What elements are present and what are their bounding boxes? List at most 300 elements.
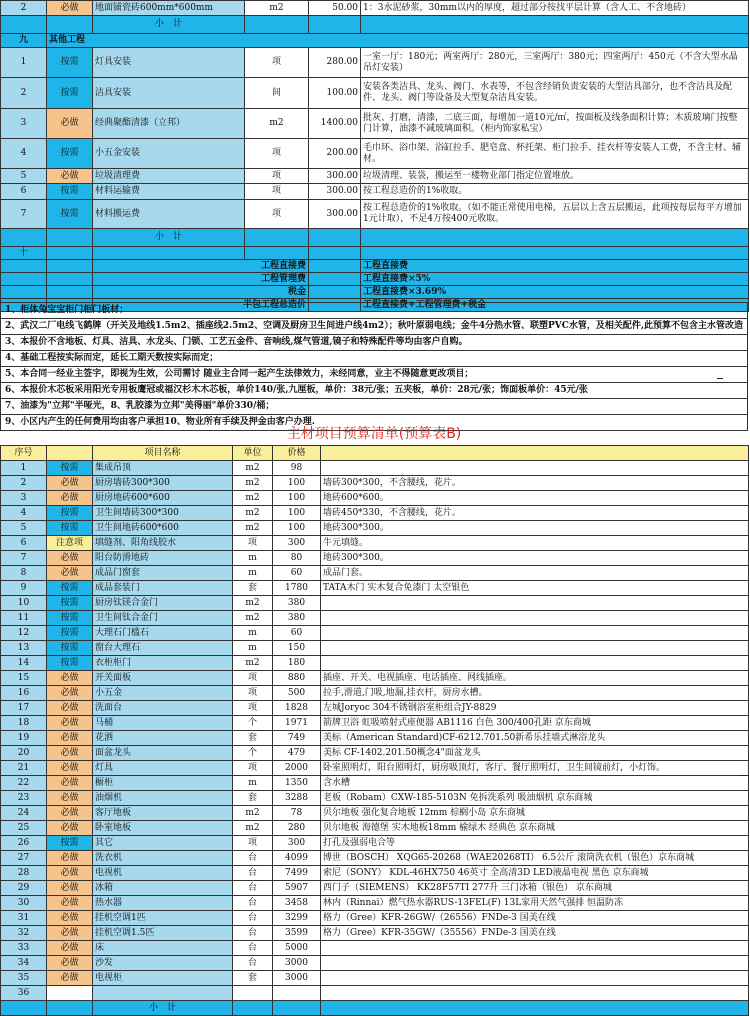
row-tag: 必做 bbox=[47, 686, 93, 701]
item-price: 98 bbox=[273, 461, 321, 476]
table-row bbox=[1, 48, 749, 78]
item-name: 电视机 bbox=[93, 866, 233, 881]
item-price: 1971 bbox=[273, 716, 321, 731]
item-description: 1：3水泥砂浆，30mm以内的厚度，超过部分按找平层计算（含人工、不含地砖） bbox=[361, 1, 749, 16]
row-tag: 按需 bbox=[47, 184, 93, 200]
table-row bbox=[1, 184, 749, 200]
item-price: 100 bbox=[273, 491, 321, 506]
item-description: 地砖300*300。 bbox=[321, 521, 749, 536]
note-text: 9、小区内产生的任何费用均由客户承担10、物业所有手续及押金由客户办理. bbox=[1, 415, 748, 431]
row-tag: 必做 bbox=[47, 109, 93, 139]
item-name: 集成吊顶 bbox=[93, 461, 233, 476]
item-name: 卫生间墙砖300*300 bbox=[93, 506, 233, 521]
table-row bbox=[1, 686, 749, 701]
table-row bbox=[1, 16, 749, 34]
note-row bbox=[1, 383, 748, 399]
item-price: 749 bbox=[273, 731, 321, 746]
row-number: 19 bbox=[1, 731, 47, 746]
item-unit: 套 bbox=[233, 731, 273, 746]
cell bbox=[1, 16, 47, 34]
row-tag: 注意项 bbox=[47, 536, 93, 551]
note-row bbox=[1, 399, 748, 415]
item-unit: 项 bbox=[233, 671, 273, 686]
column-header bbox=[47, 446, 93, 461]
item-name bbox=[93, 986, 233, 1001]
item-unit: 台 bbox=[233, 896, 273, 911]
item-unit: 项 bbox=[245, 139, 309, 169]
item-description: TATA木门 实木复合免漆门 太空银色 bbox=[321, 581, 749, 596]
item-description: 地砖600*600。 bbox=[321, 491, 749, 506]
item-price: 3000 bbox=[273, 971, 321, 986]
item-unit: 项 bbox=[233, 836, 273, 851]
note-text: 4、基础工程按实际而定，延长工期天数按实际而定； bbox=[1, 351, 748, 367]
item-price: 78 bbox=[273, 806, 321, 821]
item-name: 客厅地板 bbox=[93, 806, 233, 821]
item-name: 材料运输费 bbox=[93, 184, 245, 200]
table-row bbox=[1, 716, 749, 731]
row-tag: 必做 bbox=[47, 821, 93, 836]
item-unit: m bbox=[233, 776, 273, 791]
item-name: 洁具安装 bbox=[93, 78, 245, 109]
cell bbox=[309, 260, 361, 273]
item-unit: m2 bbox=[233, 521, 273, 536]
item-unit: 套 bbox=[233, 971, 273, 986]
row-number: 11 bbox=[1, 611, 47, 626]
row-number: 2 bbox=[1, 78, 47, 109]
item-unit: 项 bbox=[233, 686, 273, 701]
item-description: 一室一厅：180元；两室两厅：280元，三室两厅：380元；四室两厅：450元（不含大型水晶吊灯安装） bbox=[361, 48, 749, 78]
table-row bbox=[1, 806, 749, 821]
note-row bbox=[1, 351, 748, 367]
item-name: 小五金安装 bbox=[93, 139, 245, 169]
item-description bbox=[321, 641, 749, 656]
budget-table-b bbox=[0, 445, 749, 1016]
item-price: 280.00 bbox=[309, 48, 361, 78]
table-row bbox=[1, 881, 749, 896]
row-number: 22 bbox=[1, 776, 47, 791]
row-tag: 必做 bbox=[47, 956, 93, 971]
item-name: 窗台大理石 bbox=[93, 641, 233, 656]
row-tag: 必做 bbox=[47, 971, 93, 986]
item-price: 180 bbox=[273, 656, 321, 671]
row-tag: 必做 bbox=[47, 761, 93, 776]
item-name: 床 bbox=[93, 941, 233, 956]
row-number: 27 bbox=[1, 851, 47, 866]
item-description: 毛巾环、浴巾架、浴缸拉手、肥皂盒、杯托架、柜门拉手、挂衣杆等安装人工费，不含主材、辅材。 bbox=[361, 139, 749, 169]
item-description bbox=[321, 941, 749, 956]
cell bbox=[245, 229, 309, 247]
item-unit: 项 bbox=[233, 536, 273, 551]
table-row bbox=[1, 866, 749, 881]
row-tag: 按需 bbox=[47, 461, 93, 476]
item-name: 衣柜柜门 bbox=[93, 656, 233, 671]
item-name: 地面铺瓷砖600mm*600mm bbox=[93, 1, 245, 16]
item-name: 其它 bbox=[93, 836, 233, 851]
item-description: 按工程总造价的1%收取。 bbox=[361, 184, 749, 200]
note-text: 6、本报价木芯板采用阳光专用板鹰冠或福汉杉木木芯板，单价140/张,九厘板，单价：38元/张；五夹板，单价：28元/张；饰面板单价：45元/张 bbox=[1, 383, 748, 399]
item-price: 1828 bbox=[273, 701, 321, 716]
item-description: 博世（BOSCH） XQG65-20268（WAE20268TI） 6.5公斤 滚筒洗衣机（银色）京东商城 bbox=[321, 851, 749, 866]
item-unit: 台 bbox=[233, 911, 273, 926]
summary-row bbox=[1, 286, 749, 299]
table-row bbox=[1, 109, 749, 139]
item-description bbox=[321, 626, 749, 641]
item-price: 300.00 bbox=[309, 184, 361, 200]
item-unit: 台 bbox=[233, 851, 273, 866]
item-unit: m bbox=[233, 566, 273, 581]
table-row bbox=[1, 476, 749, 491]
table-row bbox=[1, 461, 749, 476]
row-number: 10 bbox=[1, 596, 47, 611]
item-name: 成品套装门 bbox=[93, 581, 233, 596]
row-tag: 必做 bbox=[47, 746, 93, 761]
row-tag: 按需 bbox=[47, 200, 93, 229]
row-number: 34 bbox=[1, 956, 47, 971]
item-unit: m2 bbox=[233, 596, 273, 611]
note-row bbox=[1, 367, 748, 383]
table-row bbox=[1, 1001, 749, 1016]
item-unit: 项 bbox=[245, 200, 309, 229]
cell bbox=[361, 247, 749, 260]
item-name: 成品门窗套 bbox=[93, 566, 233, 581]
row-tag: 必做 bbox=[47, 866, 93, 881]
item-price: 2000 bbox=[273, 761, 321, 776]
row-tag: 按需 bbox=[47, 836, 93, 851]
table-row bbox=[1, 701, 749, 716]
item-description: 垃圾清理、装袋，搬运至一楼物业部门指定位置堆放。 bbox=[361, 169, 749, 184]
item-name: 垃圾清理费 bbox=[93, 169, 245, 184]
cell bbox=[245, 16, 309, 34]
item-unit: 台 bbox=[233, 926, 273, 941]
table-row bbox=[1, 566, 749, 581]
row-tag: 按需 bbox=[47, 641, 93, 656]
row-number: 15 bbox=[1, 671, 47, 686]
item-name: 冰箱 bbox=[93, 881, 233, 896]
item-unit: m2 bbox=[233, 461, 273, 476]
item-unit: 台 bbox=[233, 866, 273, 881]
table-row bbox=[1, 169, 749, 184]
cell bbox=[47, 260, 93, 273]
table-row bbox=[1, 971, 749, 986]
row-number: 21 bbox=[1, 761, 47, 776]
item-description: 老板（Robam）CXW-185-5103N 免拆洗系列 吸油烟机 京东商城 bbox=[321, 791, 749, 806]
item-unit: 台 bbox=[233, 941, 273, 956]
item-price: 880 bbox=[273, 671, 321, 686]
row-number: 5 bbox=[1, 521, 47, 536]
item-unit: 项 bbox=[233, 761, 273, 776]
item-description bbox=[321, 971, 749, 986]
row-tag: 必做 bbox=[47, 881, 93, 896]
row-tag: 必做 bbox=[47, 169, 93, 184]
item-unit: m2 bbox=[233, 806, 273, 821]
item-name: 开关面板 bbox=[93, 671, 233, 686]
row-number: 4 bbox=[1, 506, 47, 521]
item-price: 3288 bbox=[273, 791, 321, 806]
item-price: 100 bbox=[273, 506, 321, 521]
row-tag: 按需 bbox=[47, 78, 93, 109]
subtotal-label: 小 计 bbox=[93, 229, 245, 247]
subtotal-label: 小 计 bbox=[93, 16, 245, 34]
item-unit: m2 bbox=[245, 109, 309, 139]
table-row bbox=[1, 836, 749, 851]
item-name: 沙发 bbox=[93, 956, 233, 971]
row-number: 8 bbox=[1, 566, 47, 581]
cell bbox=[47, 16, 93, 34]
item-description bbox=[321, 956, 749, 971]
item-unit: m2 bbox=[233, 611, 273, 626]
row-tag: 按需 bbox=[47, 139, 93, 169]
item-description: 卧室照明灯，阳台照明灯，厨房吸顶灯，客厅、餐厅照明灯，卫生间镜前灯，小灯饰。 bbox=[321, 761, 749, 776]
item-name: 厨房钛镁合金门 bbox=[93, 596, 233, 611]
item-description: 牛元填缝。 bbox=[321, 536, 749, 551]
item-description: 格力（Gree）KFR-35GW/（35556）FNDe-3 国美在线 bbox=[321, 926, 749, 941]
item-price: 60 bbox=[273, 626, 321, 641]
summary-row bbox=[1, 273, 749, 286]
item-description: 插座、开关、电视插座、电话插座、网线插座。 bbox=[321, 671, 749, 686]
item-name: 挂机空调1匹 bbox=[93, 911, 233, 926]
cell bbox=[47, 273, 93, 286]
row-number: 16 bbox=[1, 686, 47, 701]
row-tag: 按需 bbox=[47, 626, 93, 641]
column-header bbox=[321, 446, 749, 461]
item-description: 箭牌卫浴 虹吸喷射式座便器 AB1116 白色 300/400孔距 京东商城 bbox=[321, 716, 749, 731]
item-price: 5907 bbox=[273, 881, 321, 896]
row-number: 6 bbox=[1, 184, 47, 200]
column-header: 价格 bbox=[273, 446, 321, 461]
row-number: 12 bbox=[1, 626, 47, 641]
item-name: 挂机空调1.5匹 bbox=[93, 926, 233, 941]
item-unit: m2 bbox=[245, 1, 309, 16]
item-price: 380 bbox=[273, 596, 321, 611]
row-number: 3 bbox=[1, 109, 47, 139]
cell bbox=[273, 1001, 321, 1016]
row-tag bbox=[47, 986, 93, 1001]
item-name: 卫生间钛合金门 bbox=[93, 611, 233, 626]
item-unit bbox=[233, 986, 273, 1001]
item-name: 面盆龙头 bbox=[93, 746, 233, 761]
item-description: 拉手,滑道,门吸,地漏,挂衣杆，厨房水槽。 bbox=[321, 686, 749, 701]
item-description: 索尼（SONY） KDL-46HX750 46英寸 全高清3D LED液晶电视 黑色 京东商城 bbox=[321, 866, 749, 881]
table-row bbox=[1, 536, 749, 551]
summary-value: 工程直接费 bbox=[361, 260, 749, 273]
item-name: 材料搬运费 bbox=[93, 200, 245, 229]
item-unit: m bbox=[233, 626, 273, 641]
summary-value: 工程直接费+工程管理费+税金 bbox=[361, 299, 749, 312]
row-tag: 按需 bbox=[47, 656, 93, 671]
cell bbox=[245, 247, 309, 260]
row-number: 13 bbox=[1, 641, 47, 656]
item-unit: m2 bbox=[233, 506, 273, 521]
item-price: 479 bbox=[273, 746, 321, 761]
row-tag: 按需 bbox=[47, 521, 93, 536]
row-tag: 必做 bbox=[47, 776, 93, 791]
item-description: 美标 CF-1402.201.50概念4"面盆龙头 bbox=[321, 746, 749, 761]
cell bbox=[309, 16, 361, 34]
item-description: 安装各类洁具、龙头、阀门、水表等，不包含经销负责安装的大型洁具部分，也不含洁具及配件、龙头、阀门等设备及大型复杂洁具安装。 bbox=[361, 78, 749, 109]
row-number: 2 bbox=[1, 476, 47, 491]
note-row bbox=[1, 303, 748, 319]
cell bbox=[93, 247, 245, 260]
item-price: 1350 bbox=[273, 776, 321, 791]
item-price: 7499 bbox=[273, 866, 321, 881]
item-name: 小五金 bbox=[93, 686, 233, 701]
summary-label: 税金 bbox=[93, 286, 309, 299]
item-name: 花洒 bbox=[93, 731, 233, 746]
item-unit: m bbox=[233, 641, 273, 656]
row-number: 36 bbox=[1, 986, 47, 1001]
row-number: 14 bbox=[1, 656, 47, 671]
table-row bbox=[1, 596, 749, 611]
item-price: 1780 bbox=[273, 581, 321, 596]
item-description bbox=[321, 596, 749, 611]
row-number: 6 bbox=[1, 536, 47, 551]
item-price: 1400.00 bbox=[309, 109, 361, 139]
item-name: 马桶 bbox=[93, 716, 233, 731]
item-name: 油烟机 bbox=[93, 791, 233, 806]
item-name: 厨房地砖600*600 bbox=[93, 491, 233, 506]
section-number: 九 bbox=[1, 34, 47, 48]
item-description bbox=[321, 986, 749, 1001]
row-number: 33 bbox=[1, 941, 47, 956]
row-number: 32 bbox=[1, 926, 47, 941]
table-row bbox=[1, 761, 749, 776]
item-name: 灯具安装 bbox=[93, 48, 245, 78]
item-name: 洗衣机 bbox=[93, 851, 233, 866]
row-number: 25 bbox=[1, 821, 47, 836]
row-tag: 按需 bbox=[47, 48, 93, 78]
item-price: 60 bbox=[273, 566, 321, 581]
table-row bbox=[1, 821, 749, 836]
note-text: 2、武汉二厂电线飞鹤牌（开关及地线1.5m2、插座线2.5m2、空调及厨房卫生间进户线4m2）；秋叶原弱电线；金牛4分热水管、联塑PVC水管，及相关配件,此预算不包含主水管改造 bbox=[1, 319, 748, 335]
item-description: 林内（Rinnai）燃气热水器RUS-13FEL(F) 13L家用天然气强排 恒温防冻 bbox=[321, 896, 749, 911]
item-price: 300.00 bbox=[309, 169, 361, 184]
cell bbox=[1, 273, 47, 286]
table-row bbox=[1, 139, 749, 169]
item-description bbox=[321, 461, 749, 476]
table-row bbox=[1, 956, 749, 971]
item-description: 墙砖450*330，不含腰线，花片。 bbox=[321, 506, 749, 521]
budget-table-a bbox=[0, 0, 749, 312]
column-header: 序号 bbox=[1, 446, 47, 461]
item-description: 美标（American Standard)CF-6212.701.50新希乐挂墙式淋浴龙头 bbox=[321, 731, 749, 746]
item-price: 3299 bbox=[273, 911, 321, 926]
row-tag: 必做 bbox=[47, 896, 93, 911]
cell bbox=[309, 229, 361, 247]
cell bbox=[1, 1001, 47, 1016]
row-tag: 按需 bbox=[47, 596, 93, 611]
section-name: 其他工程 bbox=[47, 34, 749, 48]
item-price: 380 bbox=[273, 611, 321, 626]
table-row bbox=[1, 611, 749, 626]
cell bbox=[309, 286, 361, 299]
row-number: 26 bbox=[1, 836, 47, 851]
row-tag: 必做 bbox=[47, 491, 93, 506]
note-text: 7、油漆为"立邦"半哑光，8、乳胶漆为立邦"美得丽"单价330/桶； bbox=[1, 399, 748, 415]
row-tag: 必做 bbox=[47, 1, 93, 16]
table-row bbox=[1, 926, 749, 941]
table-row bbox=[1, 34, 749, 48]
item-price: 300 bbox=[273, 536, 321, 551]
row-tag: 按需 bbox=[47, 506, 93, 521]
note-row bbox=[1, 335, 748, 351]
cell bbox=[1, 286, 47, 299]
column-header: 项目名称 bbox=[93, 446, 233, 461]
row-tag: 必做 bbox=[47, 551, 93, 566]
item-unit: m2 bbox=[233, 656, 273, 671]
table-row bbox=[1, 731, 749, 746]
table-row bbox=[1, 851, 749, 866]
item-unit: 套 bbox=[233, 581, 273, 596]
cell bbox=[47, 1001, 93, 1016]
item-unit: 个 bbox=[233, 746, 273, 761]
table-header-row bbox=[1, 446, 749, 461]
table-row bbox=[1, 776, 749, 791]
note-text: 3、本报价不含地板、灯具、洁具、水龙头、门锁、工艺五金件、音响线,煤气管道,镜子和特殊配件等均由客户自购。 bbox=[1, 335, 748, 351]
item-description: 贝尔地板 强化复合地板 12mm 棕榈小岛 京东商城 bbox=[321, 806, 749, 821]
row-tag: 必做 bbox=[47, 806, 93, 821]
row-number: 5 bbox=[1, 169, 47, 184]
section-number: 十 bbox=[1, 247, 47, 260]
summary-label: 半包工程总造价 bbox=[93, 299, 309, 312]
item-name: 电视柜 bbox=[93, 971, 233, 986]
table-row bbox=[1, 896, 749, 911]
item-description: 批灰、打磨，清漆，二底三面，每增加一道10元/㎡，按面板及线条面积计算；木质玻璃门按整门计算，油漆不减玻璃面积。（柜内饰家私宝） bbox=[361, 109, 749, 139]
table-row bbox=[1, 626, 749, 641]
item-price: 300 bbox=[273, 836, 321, 851]
cell bbox=[47, 286, 93, 299]
cell bbox=[233, 1001, 273, 1016]
table-row bbox=[1, 229, 749, 247]
note-text: 5、本合同一经业主签字，即视为生效，公司需讨 随业主合同一起产生法律效力，未经同意，业主不得随意更改项目； bbox=[1, 367, 748, 383]
row-tag: 必做 bbox=[47, 476, 93, 491]
subtotal-label: 小 计 bbox=[93, 1001, 233, 1016]
summary-value: 工程直接费×3.69% bbox=[361, 286, 749, 299]
item-price: 3458 bbox=[273, 896, 321, 911]
item-unit: 间 bbox=[245, 78, 309, 109]
item-description: 墙砖300*300，不含腰线，花片。 bbox=[321, 476, 749, 491]
table-row bbox=[1, 941, 749, 956]
item-price: 4099 bbox=[273, 851, 321, 866]
table-row bbox=[1, 656, 749, 671]
row-number: 1 bbox=[1, 48, 47, 78]
row-tag: 按需 bbox=[47, 611, 93, 626]
item-unit: m2 bbox=[233, 491, 273, 506]
table-row bbox=[1, 200, 749, 229]
item-price: 280 bbox=[273, 821, 321, 836]
row-tag: 必做 bbox=[47, 671, 93, 686]
table-row bbox=[1, 551, 749, 566]
row-number: 1 bbox=[1, 461, 47, 476]
row-number: 29 bbox=[1, 881, 47, 896]
row-number: 3 bbox=[1, 491, 47, 506]
row-tag: 必做 bbox=[47, 926, 93, 941]
item-description: 成品门套。 bbox=[321, 566, 749, 581]
item-name: 卫生间地砖600*600 bbox=[93, 521, 233, 536]
row-number: 2 bbox=[1, 1, 47, 16]
table-row bbox=[1, 746, 749, 761]
item-description: 按工程总造价的1%收取。（如不能正常使用电梯，五层以上含五层搬运，此项按每层每平方增加1元计取），不足4万按400元收取。 bbox=[361, 200, 749, 229]
cell bbox=[309, 247, 361, 260]
item-price: 300.00 bbox=[309, 200, 361, 229]
summary-value: 工程直接费×5% bbox=[361, 273, 749, 286]
table-b-title: 主材项目预算清单(预算表B) bbox=[286, 426, 462, 442]
row-number: 9 bbox=[1, 581, 47, 596]
item-description: 格力（Gree）KFR-26GW/（26556）FNDe-3 国美在线 bbox=[321, 911, 749, 926]
scroll-marker bbox=[740, 775, 746, 776]
table-row bbox=[1, 521, 749, 536]
row-number: 18 bbox=[1, 716, 47, 731]
row-number: 28 bbox=[1, 866, 47, 881]
